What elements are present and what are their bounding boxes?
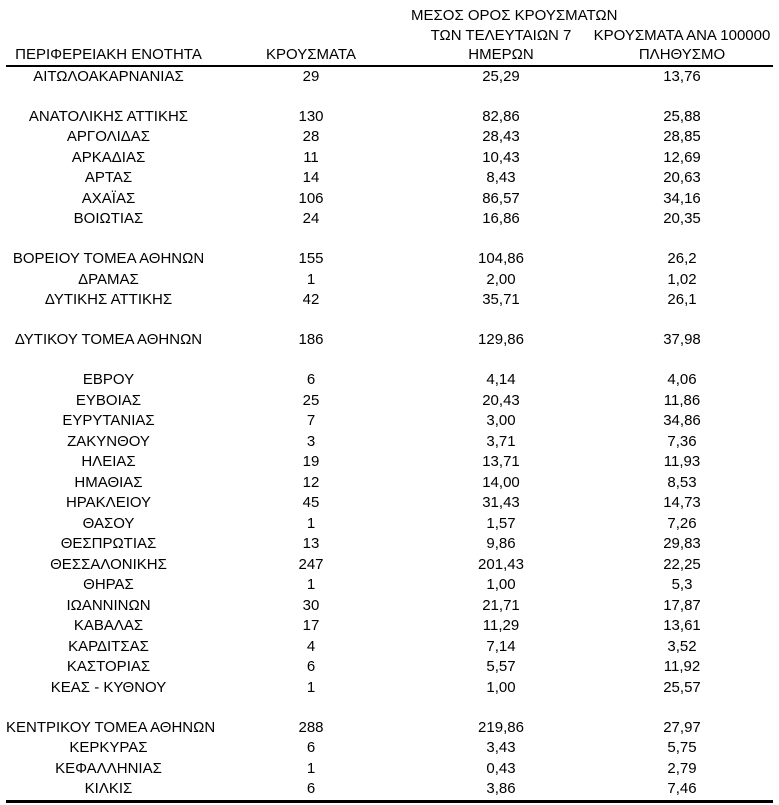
column-header-avg7-line1: ΜΕΣΟΣ ΟΡΟΣ ΚΡΟΥΣΜΑΤΩΝ — [411, 7, 618, 24]
avg7-cell: 0,43 — [486, 759, 516, 777]
group-separator — [6, 230, 773, 250]
per100k-cell: 5,3 — [671, 576, 693, 593]
per100k-cell: 20,35 — [663, 210, 701, 227]
table-row — [6, 107, 773, 128]
cases-cell: 1 — [306, 576, 316, 593]
table-row — [6, 249, 773, 270]
table-row — [6, 555, 773, 576]
group-separator — [6, 311, 773, 331]
avg7-cell: 16,86 — [482, 210, 520, 227]
region-cell: ΚΕΝΤΡΙΚΟΥ ΤΟΜΕΑ ΑΘΗΝΩΝ — [6, 718, 216, 736]
avg7-cell: 3,86 — [486, 780, 516, 797]
per100k-cell: 2,79 — [667, 759, 697, 777]
cases-cell: 25 — [302, 391, 320, 409]
per100k-cell: 27,97 — [663, 718, 701, 736]
region-cell: ΚΑΣΤΟΡΙΑΣ — [66, 658, 151, 675]
per100k-cell: 4,06 — [667, 371, 697, 388]
per100k-cell: 11,93 — [663, 453, 701, 470]
region-cell: ΑΙΤΩΛΟΑΚΑΡΝΑΝΙΑΣ — [33, 67, 184, 85]
cases-cell: 14 — [302, 169, 320, 186]
table-row — [6, 575, 773, 596]
column-header-per100k — [591, 26, 773, 65]
column-header-per100k-line1: ΚΡΟΥΣΜΑΤΑ ΑΝΑ 100000 — [593, 26, 771, 44]
region-cell: ΘΕΣΠΡΩΤΙΑΣ — [60, 535, 157, 552]
region-cell: ΑΡΚΑΔΙΑΣ — [71, 148, 146, 166]
cases-cell: 29 — [302, 67, 320, 85]
cases-cell: 130 — [298, 107, 324, 125]
group-separator — [6, 698, 773, 718]
column-header-region — [6, 45, 211, 65]
cases-cell: 106 — [298, 189, 324, 207]
table-row — [6, 290, 773, 311]
region-cell: ΚΕΡΚΥΡΑΣ — [69, 739, 148, 756]
column-header-avg7-line3: ΗΜΕΡΩΝ — [468, 46, 534, 63]
avg7-cell: 104,86 — [478, 250, 524, 267]
per100k-cell: 34,86 — [663, 412, 701, 429]
region-cell: ΚΙΛΚΙΣ — [84, 780, 133, 797]
per100k-cell: 26,1 — [667, 291, 697, 308]
region-cell: ΗΛΕΙΑΣ — [81, 453, 136, 470]
cases-cell: 1 — [306, 678, 316, 696]
cases-cell: 186 — [298, 331, 324, 348]
avg7-cell: 1,57 — [486, 514, 516, 532]
avg7-cell: 201,43 — [478, 555, 524, 573]
table-row — [6, 432, 773, 453]
region-cell: ΕΒΡΟΥ — [82, 371, 135, 388]
cases-cell: 17 — [302, 617, 320, 634]
table-row — [6, 596, 773, 617]
cases-cell: 6 — [306, 780, 316, 797]
cases-cell: 7 — [306, 412, 316, 429]
cases-cell: 1 — [306, 514, 316, 532]
region-cell: ΔΥΤΙΚΟΥ ΤΟΜΕΑ ΑΘΗΝΩΝ — [14, 331, 203, 348]
region-cell: ΘΑΣΟΥ — [82, 514, 135, 532]
column-header-region-label: ΠΕΡΙΦΕΡΕΙΑΚΗ ΕΝΟΤΗΤΑ — [15, 46, 202, 63]
per100k-cell: 8,53 — [667, 473, 697, 491]
per100k-cell: 7,46 — [667, 780, 697, 797]
per100k-cell: 5,75 — [667, 739, 697, 756]
avg7-cell: 2,00 — [486, 270, 516, 288]
region-cell: ΑΧΑΪΑΣ — [81, 189, 136, 207]
per100k-cell: 28,85 — [663, 128, 701, 145]
per100k-cell: 37,98 — [663, 331, 701, 348]
avg7-cell: 129,86 — [478, 331, 524, 348]
per100k-cell: 25,57 — [663, 678, 701, 696]
region-cell: ΚΑΒΑΛΑΣ — [73, 617, 144, 634]
per100k-cell: 29,83 — [663, 535, 701, 552]
column-header-cases — [211, 45, 411, 65]
per100k-cell: 25,88 — [663, 107, 701, 125]
avg7-cell: 5,57 — [486, 658, 516, 675]
avg7-cell: 7,14 — [486, 637, 516, 655]
avg7-cell: 3,00 — [486, 412, 516, 429]
table-row — [6, 168, 773, 189]
avg7-cell: 1,00 — [486, 678, 516, 696]
avg7-cell: 14,00 — [482, 473, 520, 491]
table-row — [6, 411, 773, 432]
region-cell: ΗΜΑΘΙΑΣ — [74, 473, 143, 491]
table-row — [6, 779, 773, 800]
cases-cell: 3 — [306, 432, 316, 450]
per100k-cell: 12,69 — [663, 148, 701, 166]
region-cell: ΚΕΦΑΛΛΗΝΙΑΣ — [55, 759, 162, 777]
per100k-cell: 34,16 — [663, 189, 701, 207]
table-row — [6, 637, 773, 658]
region-cell: ΔΡΑΜΑΣ — [78, 270, 139, 288]
cases-cell: 1 — [306, 759, 316, 777]
avg7-cell: 3,71 — [486, 432, 516, 450]
group-separator — [6, 351, 773, 371]
avg7-cell: 28,43 — [482, 128, 520, 145]
table-row — [6, 473, 773, 494]
column-header-per100k-line2: ΠΛΗΘΥΣΜΟ — [638, 46, 726, 63]
cases-cell: 12 — [302, 473, 320, 491]
cases-cell: 30 — [302, 596, 320, 614]
table-row — [6, 657, 773, 678]
avg7-cell: 219,86 — [478, 718, 524, 736]
per100k-cell: 22,25 — [663, 555, 701, 573]
per100k-cell: 13,61 — [663, 617, 701, 634]
region-cell: ΑΡΓΟΛΙΔΑΣ — [66, 128, 151, 145]
cases-cell: 6 — [306, 739, 316, 756]
avg7-cell: 1,00 — [486, 576, 516, 593]
avg7-cell: 86,57 — [482, 189, 520, 207]
cases-cell: 1 — [306, 270, 316, 288]
cases-cell: 6 — [306, 371, 316, 388]
region-cell: ΑΝΑΤΟΛΙΚΗΣ ΑΤΤΙΚΗΣ — [28, 107, 189, 125]
avg7-cell: 21,71 — [482, 596, 520, 614]
avg7-cell: 82,86 — [482, 107, 520, 125]
per100k-cell: 7,26 — [667, 514, 697, 532]
table-row — [6, 189, 773, 210]
cases-cell: 13 — [302, 535, 320, 552]
table-row — [6, 616, 773, 637]
avg7-cell: 11,29 — [482, 617, 520, 634]
table-row — [6, 391, 773, 412]
per100k-cell: 3,52 — [667, 637, 697, 655]
table-row — [6, 452, 773, 473]
cases-cell: 288 — [298, 718, 324, 736]
column-header-avg7-line2: ΤΩΝ ΤΕΛΕΥΤΑΙΩΝ 7 — [430, 26, 572, 44]
avg7-cell: 3,43 — [486, 739, 516, 756]
avg7-cell: 8,43 — [486, 169, 516, 186]
cases-cell: 155 — [298, 250, 324, 267]
cases-cell: 4 — [306, 637, 316, 655]
cases-cell: 45 — [302, 494, 320, 511]
column-header-avg7 — [411, 6, 618, 65]
table-row — [6, 370, 773, 391]
cases-cell: 24 — [302, 210, 320, 227]
avg7-cell: 31,43 — [482, 494, 520, 511]
table-row — [6, 330, 773, 351]
table-row — [6, 718, 773, 739]
avg7-cell: 10,43 — [482, 148, 520, 166]
group-separator — [6, 87, 773, 107]
per100k-cell: 11,86 — [663, 391, 701, 409]
region-cell: ΕΥΒΟΙΑΣ — [75, 391, 142, 409]
avg7-cell: 20,43 — [482, 391, 520, 409]
per100k-cell: 11,92 — [663, 658, 701, 675]
table-row — [6, 67, 773, 88]
table-row — [6, 148, 773, 169]
table-row — [6, 270, 773, 291]
avg7-cell: 35,71 — [482, 291, 520, 308]
region-cell: ΒΟΡΕΙΟΥ ΤΟΜΕΑ ΑΘΗΝΩΝ — [12, 250, 205, 267]
regional-cases-table — [6, 0, 773, 803]
avg7-cell: 9,86 — [486, 535, 516, 552]
region-cell: ΙΩΑΝΝΙΝΩΝ — [66, 596, 151, 614]
table-row — [6, 534, 773, 555]
cases-cell: 19 — [302, 453, 320, 470]
per100k-cell: 14,73 — [663, 494, 701, 511]
region-cell: ΕΥΡΥΤΑΝΙΑΣ — [62, 412, 155, 429]
cases-cell: 11 — [303, 148, 319, 166]
avg7-cell: 25,29 — [482, 67, 520, 85]
per100k-cell: 17,87 — [663, 596, 701, 614]
cases-cell: 42 — [302, 291, 320, 308]
table-row — [6, 493, 773, 514]
table-body — [6, 67, 773, 803]
region-cell: ΘΗΡΑΣ — [83, 576, 134, 593]
cases-cell: 28 — [302, 128, 320, 145]
table-row — [6, 209, 773, 230]
cases-cell: 247 — [298, 555, 324, 573]
region-cell: ΔΥΤΙΚΗΣ ΑΤΤΙΚΗΣ — [44, 291, 173, 308]
region-cell: ΑΡΤΑΣ — [84, 169, 133, 186]
column-header-cases-label: ΚΡΟΥΣΜΑΤΑ — [266, 46, 356, 63]
per100k-cell: 7,36 — [667, 432, 697, 450]
per100k-cell: 13,76 — [663, 67, 701, 85]
per100k-cell: 1,02 — [667, 270, 697, 288]
table-row — [6, 127, 773, 148]
region-cell: ΚΕΑΣ - ΚΥΘΝΟΥ — [50, 678, 167, 696]
table-row — [6, 678, 773, 699]
region-cell: ΒΟΙΩΤΙΑΣ — [73, 210, 144, 227]
region-cell: ΖΑΚΥΝΘΟΥ — [67, 432, 150, 450]
table-row — [6, 514, 773, 535]
avg7-cell: 13,71 — [482, 453, 520, 470]
per100k-cell: 20,63 — [663, 169, 701, 186]
per100k-cell: 26,2 — [667, 250, 697, 267]
region-cell: ΘΕΣΣΑΛΟΝΙΚΗΣ — [50, 555, 167, 573]
table-row — [6, 738, 773, 759]
region-cell: ΚΑΡΔΙΤΣΑΣ — [68, 637, 149, 655]
cases-cell: 6 — [306, 658, 316, 675]
table-header-row — [6, 0, 773, 67]
region-cell: ΗΡΑΚΛΕΙΟΥ — [65, 494, 152, 511]
table-row — [6, 759, 773, 780]
avg7-cell: 4,14 — [486, 371, 516, 388]
